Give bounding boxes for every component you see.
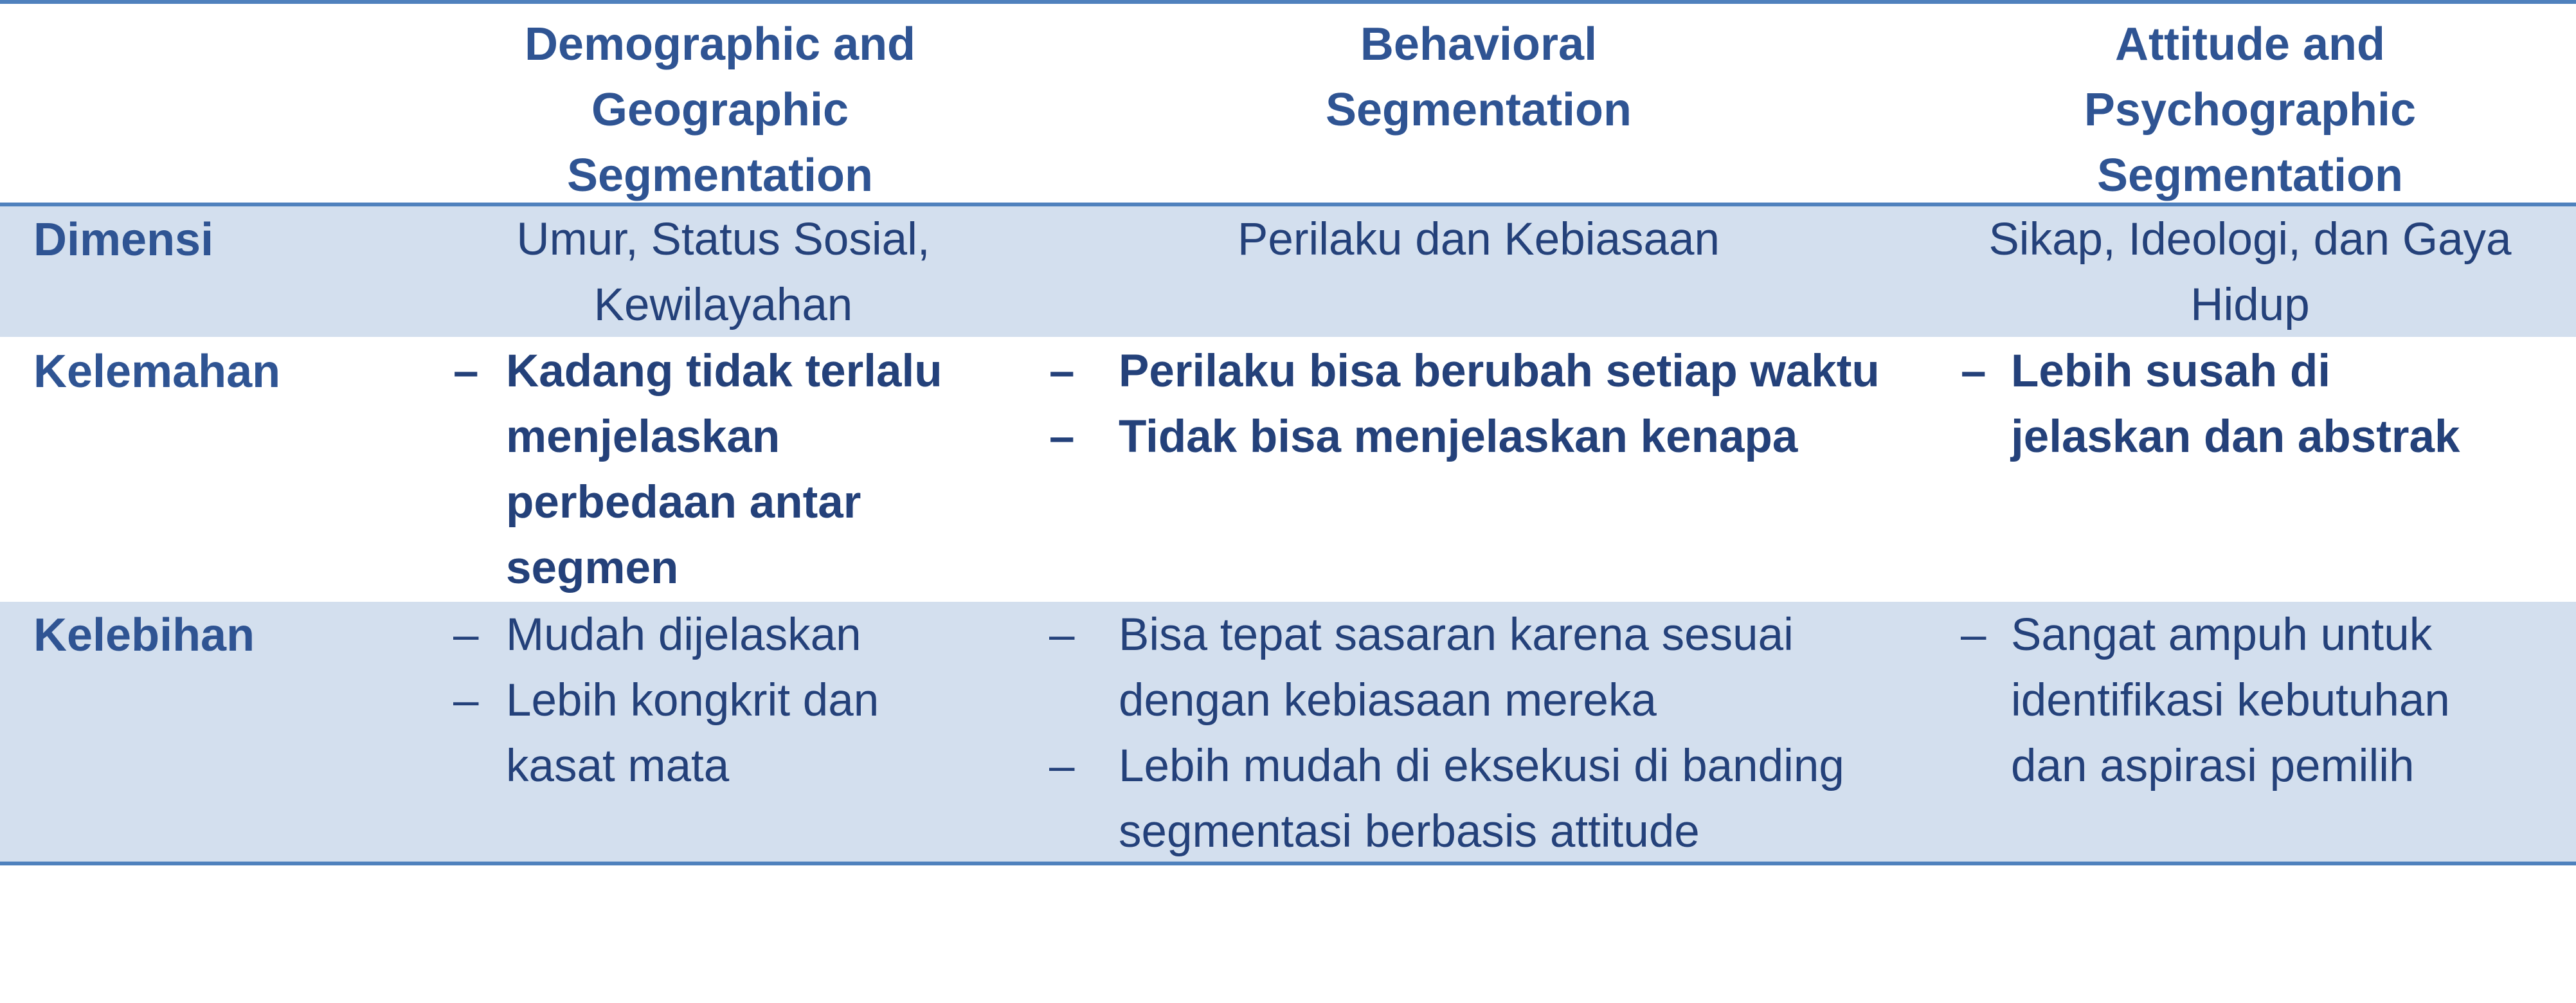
row-dimensi-col4-text: Sikap, Ideologi, dan Gaya Hidup — [1988, 214, 2512, 330]
row-kelemahan-col4 — [1961, 339, 2552, 470]
table-bottom-rule — [0, 862, 2576, 865]
list-item-text: Kadang tidak terlalu menjelaskan perbedaan antar segmen — [506, 346, 942, 593]
header-col2 — [453, 12, 987, 208]
bullet-dash: – — [1961, 610, 1986, 660]
list-item — [453, 339, 1000, 601]
bullet-dash: – — [453, 675, 479, 726]
row-kelebihan-col2 — [453, 602, 1000, 799]
list-item-text: Lebih mudah di eksekusi di banding segmentasi berbasis attitude — [1119, 741, 1844, 857]
row-dimensi-col3 — [1029, 207, 1929, 273]
list-item-text: Sangat ampuh untuk identifikasi kebutuhan dan aspirasi pemilih — [2011, 610, 2450, 791]
row-kelebihan-col4 — [1961, 602, 2552, 799]
list-item — [1049, 404, 1949, 470]
header-col4-text: Attitude and Psychographic Segmentation — [2084, 19, 2417, 201]
list-item-text: Lebih susah di jelaskan dan abstrak — [2011, 346, 2460, 462]
bullet-dash: – — [1961, 346, 1986, 397]
bullet-dash: – — [1049, 411, 1075, 462]
list-item-text: Lebih kongkrit dan kasat mata — [506, 675, 879, 791]
bullet-dash: – — [453, 610, 479, 660]
table-top-rule — [0, 0, 2576, 4]
list-item-text: Tidak bisa menjelaskan kenapa — [1119, 411, 1798, 462]
list-item-text: Bisa tepat sasaran karena sesuai dengan kebiasaan mereka — [1119, 610, 1794, 726]
header-col4 — [1954, 12, 2546, 208]
bullet-dash: – — [1049, 610, 1075, 660]
row-dimensi-col2 — [479, 207, 968, 338]
row-kelemahan-col2 — [453, 339, 1000, 601]
list-item-text: Mudah dijelaskan — [506, 610, 861, 660]
row-kelemahan-col3 — [1049, 339, 1949, 470]
bullet-dash: – — [1049, 741, 1075, 791]
row-kelemahan-label: Kelemahan — [33, 346, 281, 397]
header-col3 — [1029, 12, 1929, 143]
header-col2-text: Demographic and Geographic Segmentation — [524, 19, 916, 201]
row-dimensi-label: Dimensi — [33, 214, 214, 266]
bullet-dash: – — [453, 346, 479, 397]
list-item — [1049, 339, 1949, 404]
list-item-text: Perilaku bisa berubah setiap waktu — [1119, 346, 1880, 397]
header-col3-text: Behavioral Segmentation — [1325, 19, 1632, 136]
row-dimensi-col3-text: Perilaku dan Kebiasaan — [1238, 214, 1720, 265]
row-kelebihan-col3 — [1049, 602, 1949, 865]
list-item — [1961, 602, 2552, 799]
list-item — [453, 668, 1000, 799]
row-kelebihan-label: Kelebihan — [33, 610, 255, 661]
list-item — [1961, 339, 2552, 470]
bullet-dash: – — [1049, 346, 1075, 397]
list-item — [453, 602, 1000, 668]
list-item — [1049, 602, 1949, 734]
row-dimensi-col2-text: Umur, Status Sosial, Kewilayahan — [516, 214, 930, 330]
row-dimensi-col4 — [1954, 207, 2546, 338]
list-item — [1049, 734, 1949, 865]
